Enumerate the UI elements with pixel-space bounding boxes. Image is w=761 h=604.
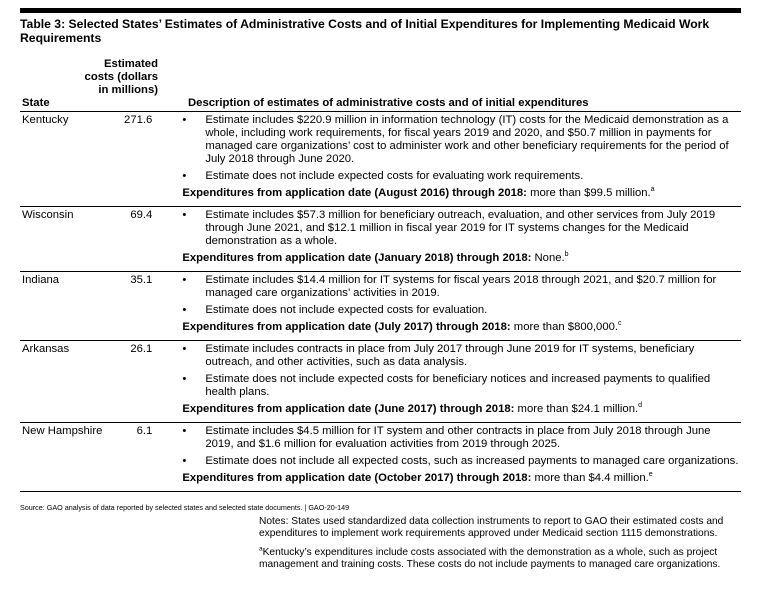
bullet-icon: • <box>182 373 187 385</box>
bullet-text: Estimate does not include expected costs for beneficiary notices and increased payments to qualified health plans. <box>205 373 711 398</box>
bullet-text: Estimate includes $4.5 million for IT system and other contracts in place from July 2018 through June 2019, and $1.6 million for evaluation activities from 2019 through 2025. <box>205 425 711 450</box>
bullet-text: Estimate does not include all expected costs, such as increased payments to managed care organizations. <box>205 455 739 467</box>
header-description: Description of estimates of administrative costs and of initial expenditures <box>188 97 589 109</box>
expenditures-line <box>182 403 741 416</box>
expenditures-line <box>182 187 741 200</box>
expenditures-line <box>182 321 741 334</box>
expenditures-label: Expenditures from application date (October 2017) through 2018: <box>182 472 532 484</box>
list-item <box>182 209 741 248</box>
list-item <box>182 274 741 300</box>
cell-state: Indiana <box>22 274 60 286</box>
expenditures-value: None. <box>531 252 565 264</box>
expenditures-value: more than $4.4 million. <box>531 472 649 484</box>
cell-state: New Hampshire <box>22 425 103 437</box>
cell-description <box>182 209 741 265</box>
bullet-text: Estimate does not include expected costs for evaluation. <box>205 304 488 316</box>
footnote-marker: d <box>638 402 643 410</box>
list-item <box>182 343 741 369</box>
bullet-icon: • <box>182 209 187 221</box>
expenditures-label: Expenditures from application date (July 2017) through 2018: <box>182 321 511 333</box>
bullet-icon: • <box>182 343 187 355</box>
cell-description <box>182 114 741 200</box>
notes <box>259 516 741 578</box>
bullet-text: Estimate does not include expected costs for evaluating work requirements. <box>205 170 584 182</box>
cell-state: Wisconsin <box>22 209 74 221</box>
footnote-marker: e <box>648 471 653 479</box>
cell-state: Arkansas <box>22 343 70 355</box>
table-row <box>20 422 741 492</box>
cell-cost: 35.1 <box>130 274 153 286</box>
note-a-marker: a <box>259 545 263 553</box>
cell-description <box>182 425 741 485</box>
bullet-icon: • <box>182 455 187 467</box>
bullet-icon: • <box>182 425 187 437</box>
source-line: Source: GAO analysis of data reported by selected states and selected state documents. | GAO-20-149 <box>20 503 350 512</box>
cell-cost: 69.4 <box>130 209 153 221</box>
cell-state: Kentucky <box>22 114 69 126</box>
list-item <box>182 170 741 183</box>
table-row <box>20 206 741 271</box>
table-title: Table 3: Selected States’ Estimates of Administrative Costs and of Initial Expenditures for Implementing Medicaid Work Requirements <box>20 17 710 45</box>
footnote-marker: c <box>618 320 622 328</box>
expenditures-label: Expenditures from application date (August 2016) through 2018: <box>182 187 527 199</box>
cell-cost: 26.1 <box>130 343 153 355</box>
expenditures-value: more than $800,000. <box>510 321 619 333</box>
bullet-icon: • <box>182 274 187 286</box>
expenditures-value: more than $24.1 million. <box>514 403 639 415</box>
bullet-text: Estimate includes $57.3 million for beneficiary outreach, evaluation, and other services from July 2019 through June 2021, and $12.1 million in fiscal year 2019 for IT systems changes for the Medicaid demonstration as a whole. <box>205 209 716 247</box>
expenditures-line <box>182 472 741 485</box>
cell-description <box>182 343 741 416</box>
bullet-icon: • <box>182 170 187 182</box>
cell-cost: 271.6 <box>124 114 153 126</box>
title-rule <box>20 8 741 13</box>
footnote-marker: a <box>650 186 655 194</box>
table-header <box>20 55 741 111</box>
header-state: State <box>22 97 50 109</box>
header-cost: Estimated costs (dollars in millions) <box>84 58 158 96</box>
expenditures-line <box>182 252 741 265</box>
bullet-text: Estimate includes contracts in place from July 2017 through June 2019 for IT systems, beneficiary outreach, and other activities, such as data analysis. <box>205 343 695 368</box>
list-item <box>182 304 741 317</box>
bullet-icon: • <box>182 304 187 316</box>
table-row <box>20 111 741 206</box>
footnote-marker: b <box>564 251 569 259</box>
bullet-icon: • <box>182 114 187 126</box>
list-item <box>182 455 741 468</box>
table-row <box>20 340 741 422</box>
list-item <box>182 425 741 451</box>
note-a <box>259 547 741 571</box>
expenditures-label: Expenditures from application date (June 2017) through 2018: <box>182 403 515 415</box>
note-a-text: Kentucky’s expenditures include costs associated with the demonstration as a whole, such as project management and training costs. These costs do not include payments to managed care organizations. <box>259 547 721 570</box>
bullet-text: Estimate includes $14.4 million for IT systems for fiscal years 2018 through 2021, and $20.7 million for managed care organizations’ activities in 2019. <box>205 274 717 299</box>
notes-main: Notes: States used standardized data collection instruments to report to GAO their estimated costs and expenditures to implement work requirements approved under Medicaid section 1115 demonstrations. <box>259 516 724 539</box>
cell-cost: 6.1 <box>136 425 153 437</box>
bullet-text: Estimate includes $220.9 million in information technology (IT) costs for the Medicaid demonstration as a whole, including work requirements, for fiscal years 2019 and 2020, and $50.7 million in payments for managed care organizations’ cost to administer work and other beneficiary requirements for the period of July 2018 through June 2020. <box>205 114 729 165</box>
expenditures-value: more than $99.5 million. <box>526 187 651 199</box>
cost-table <box>20 55 741 492</box>
table-row <box>20 271 741 340</box>
list-item <box>182 373 741 399</box>
table-body <box>20 111 741 492</box>
cell-description <box>182 274 741 334</box>
expenditures-label: Expenditures from application date (January 2018) through 2018: <box>182 252 532 264</box>
list-item <box>182 114 741 166</box>
